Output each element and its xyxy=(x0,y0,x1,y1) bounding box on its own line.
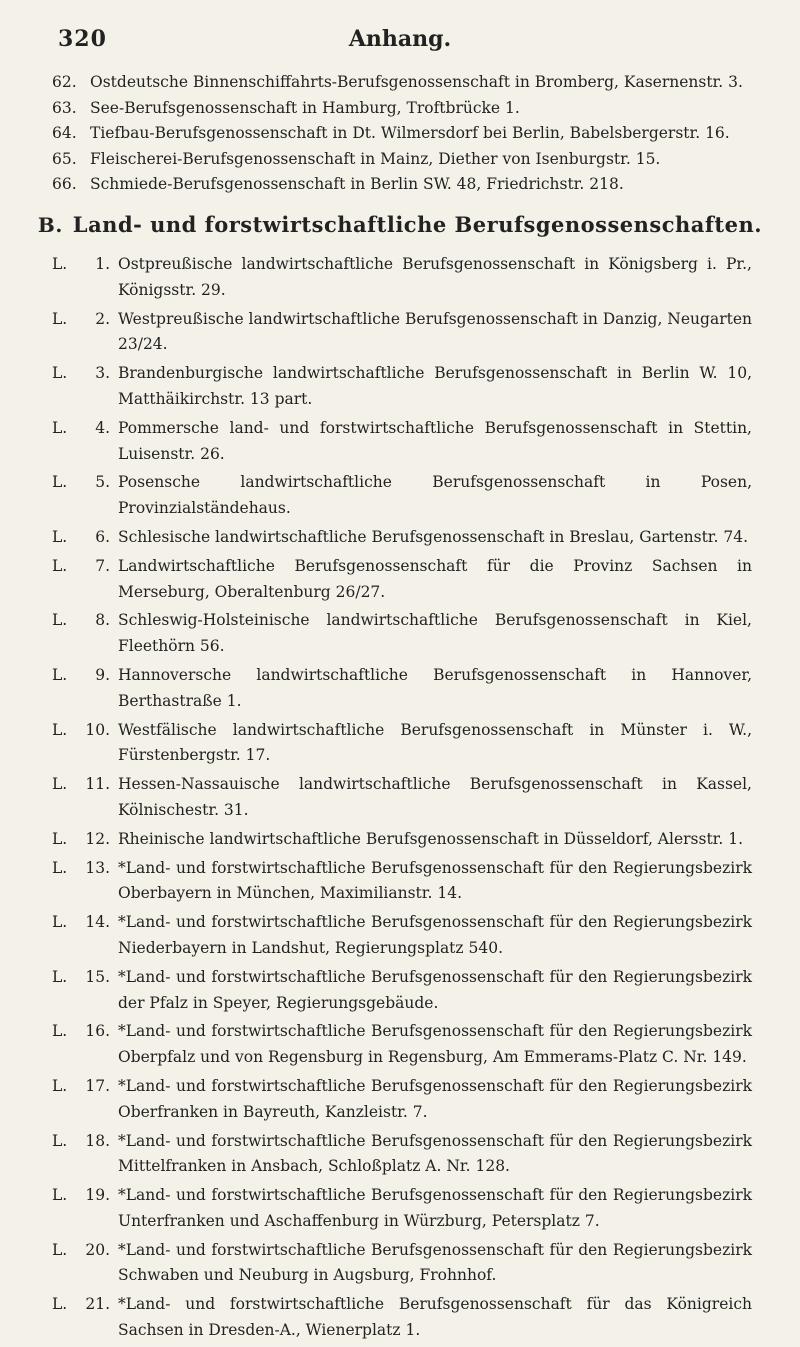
item-text: *Land- und forstwirtschaftliche Berufsgenossenschaft für den Regierungsbezirk Oberpfalz und von Regensburg in Regensburg, Am Emmerams-Platz C. Nr. 149. xyxy=(118,1022,752,1067)
item-number: 4. xyxy=(95,418,110,437)
list-item xyxy=(52,965,752,1017)
item-text: *Land- und forstwirtschaftliche Berufsgenossenschaft für das Königreich Sachsen in Dresden-A., Wienerplatz 1. xyxy=(118,1295,752,1340)
item-text: Pommersche land- und forstwirtschaftliche Berufsgenossenschaft in Stettin, Luisenstr. 26. xyxy=(118,418,752,463)
item-number: 18. xyxy=(85,1131,110,1150)
item-label: L. xyxy=(52,1186,68,1205)
list-item xyxy=(52,772,752,824)
item-text: *Land- und forstwirtschaftliche Berufsgenossenschaft für den Regierungsbezirk der Pfalz in Speyer, Regierungsgebäude. xyxy=(118,967,752,1012)
list-item xyxy=(52,121,752,147)
item-label: L. xyxy=(52,858,68,877)
item-label: L. xyxy=(52,364,68,383)
item-number: 14. xyxy=(85,913,110,932)
item-text: Westfälische landwirtschaftliche Berufsgenossenschaft in Münster i. W., Fürstenbergstr. 17. xyxy=(118,720,752,765)
list-item xyxy=(52,1074,752,1126)
item-text: Landwirtschaftliche Berufsgenossenschaft für die Provinz Sachsen in Merseburg, Oberaltenburg 26/27. xyxy=(118,556,752,601)
item-text: Fleischerei-Berufsgenossenschaft in Mainz, Diether von Isenburgstr. 15. xyxy=(90,149,661,168)
item-number: 5. xyxy=(95,473,110,492)
item-text: *Land- und forstwirtschaftliche Berufsgenossenschaft für den Regierungsbezirk Unterfranken und Aschaffenburg in Würzburg, Petersplatz 7. xyxy=(118,1186,752,1230)
list-item xyxy=(52,96,752,122)
list-item xyxy=(52,525,752,551)
list-item xyxy=(52,608,752,660)
item-label: L. xyxy=(52,665,68,684)
item-number: 7. xyxy=(95,556,110,575)
item-number: 64. xyxy=(52,124,77,142)
list-item xyxy=(52,470,752,522)
item-text: Tiefbau-Berufsgenossenschaft in Dt. Wilmersdorf bei Berlin, Babelsbergerstr. 16. xyxy=(90,124,730,142)
item-label: L. xyxy=(52,829,68,848)
item-text: Schleswig-Holsteinische landwirtschaftliche Berufsgenossenschaft in Kiel, Fleethörn 56. xyxy=(118,611,752,656)
item-label: L. xyxy=(52,1131,68,1150)
list-item xyxy=(52,172,752,198)
list-item xyxy=(52,554,752,606)
item-label: L. xyxy=(52,775,68,794)
list-item xyxy=(52,827,752,853)
item-number: 8. xyxy=(95,611,110,630)
item-label: L. xyxy=(52,418,68,437)
item-label: L. xyxy=(52,1295,68,1314)
item-number: 65. xyxy=(52,149,77,168)
item-number: 13. xyxy=(85,858,110,877)
list-item xyxy=(52,718,752,770)
item-text: *Land- und forstwirtschaftliche Berufsgenossenschaft für den Regierungsbezirk Mittelfranken in Ansbach, Schloßplatz A. Nr. 128. xyxy=(118,1131,752,1176)
item-number: 2. xyxy=(95,309,110,328)
item-number: 62. xyxy=(52,73,77,91)
list-item xyxy=(52,1019,752,1071)
item-label: L. xyxy=(52,255,68,273)
list-item xyxy=(52,361,752,413)
list-item xyxy=(52,416,752,468)
item-number: 15. xyxy=(85,967,110,986)
page-number: 320 xyxy=(58,26,107,52)
item-number: 11. xyxy=(85,775,110,794)
list-item xyxy=(52,307,752,359)
item-number: 3. xyxy=(95,364,110,383)
list-item xyxy=(52,1292,752,1344)
item-text: Schmiede-Berufsgenossenschaft in Berlin SW. 48, Friedrichstr. 218. xyxy=(90,175,624,193)
item-label: L. xyxy=(52,1240,68,1259)
list-item xyxy=(52,663,752,715)
item-label: L. xyxy=(52,967,68,986)
item-number: 66. xyxy=(52,175,77,193)
running-head: Anhang. xyxy=(348,26,452,52)
top-list xyxy=(52,70,752,198)
item-number: 21. xyxy=(85,1295,110,1314)
item-text: Hannoversche landwirtschaftliche Berufsgenossenschaft in Hannover, Berthastraße 1. xyxy=(118,665,752,710)
item-number: 6. xyxy=(95,527,110,546)
item-text: *Land- und forstwirtschaftliche Berufsgenossenschaft für den Regierungsbezirk Oberbayern in München, Maximilianstr. 14. xyxy=(118,858,752,903)
list-item xyxy=(52,856,752,908)
item-text: *Land- und forstwirtschaftliche Berufsgenossenschaft für den Regierungsbezirk Niederbayern in Landshut, Regierungsplatz 540. xyxy=(118,913,752,957)
item-number: 20. xyxy=(85,1240,110,1259)
item-label: L. xyxy=(52,611,68,630)
section-letter: B. xyxy=(37,213,63,237)
item-text: Hessen-Nassauische landwirtschaftliche Berufsgenossenschaft in Kassel, Kölnischestr. 31. xyxy=(118,775,752,819)
item-label: L. xyxy=(52,556,68,575)
item-text: Westpreußische landwirtschaftliche Berufsgenossenschaft in Danzig, Neugarten 23/24. xyxy=(118,309,752,354)
item-label: L. xyxy=(52,473,68,492)
list-item xyxy=(52,147,752,173)
item-label: L. xyxy=(52,720,68,739)
item-label: L. xyxy=(52,1022,68,1041)
item-text: *Land- und forstwirtschaftliche Berufsgenossenschaft für den Regierungsbezirk Schwaben und Neuburg in Augsburg, Frohnhof. xyxy=(118,1240,752,1285)
section-title: Land- und forstwirtschaftliche Berufsgenossenschaften. xyxy=(72,212,763,237)
list-item xyxy=(52,1129,752,1181)
item-text: See-Berufsgenossenschaft in Hamburg, Troftbrücke 1. xyxy=(90,98,520,117)
section-b-list xyxy=(52,252,752,1347)
item-text: Rheinische landwirtschaftliche Berufsgenossenschaft in Düsseldorf, Alersstr. 1. xyxy=(118,829,744,848)
list-item xyxy=(52,1238,752,1290)
item-label: L. xyxy=(52,309,68,328)
list-item xyxy=(52,70,752,96)
item-text: Schlesische landwirtschaftliche Berufsgenossenschaft in Breslau, Gartenstr. 74. xyxy=(118,527,749,546)
item-text: Ostdeutsche Binnenschiffahrts-Berufsgenossenschaft in Bromberg, Kasernenstr. 3. xyxy=(90,73,743,91)
item-number: 16. xyxy=(85,1022,110,1041)
list-item xyxy=(52,252,752,304)
item-number: 19. xyxy=(85,1186,110,1205)
page-header xyxy=(50,22,750,54)
list-item xyxy=(52,910,752,962)
section-heading xyxy=(0,212,800,237)
item-number: 9. xyxy=(95,665,110,684)
item-number: 12. xyxy=(85,829,110,848)
item-label: L. xyxy=(52,1076,68,1095)
item-text: *Land- und forstwirtschaftliche Berufsgenossenschaft für den Regierungsbezirk Oberfranken in Bayreuth, Kanzleistr. 7. xyxy=(118,1076,752,1121)
item-label: L. xyxy=(52,527,68,546)
item-text: Brandenburgische landwirtschaftliche Berufsgenossenschaft in Berlin W. 10, Matthäikirchstr. 13 part. xyxy=(118,364,752,408)
item-number: 10. xyxy=(85,720,110,739)
item-text: Ostpreußische landwirtschaftliche Berufsgenossenschaft in Königsberg i. Pr., Königsstr. 29. xyxy=(118,255,752,299)
list-item xyxy=(52,1183,752,1235)
item-number: 63. xyxy=(52,98,77,117)
item-text: Posensche landwirtschaftliche Berufsgenossenschaft in Posen, Provinzialständehaus. xyxy=(118,473,752,518)
item-number: 17. xyxy=(85,1076,110,1095)
item-label: L. xyxy=(52,913,68,932)
item-number: 1. xyxy=(95,255,110,273)
